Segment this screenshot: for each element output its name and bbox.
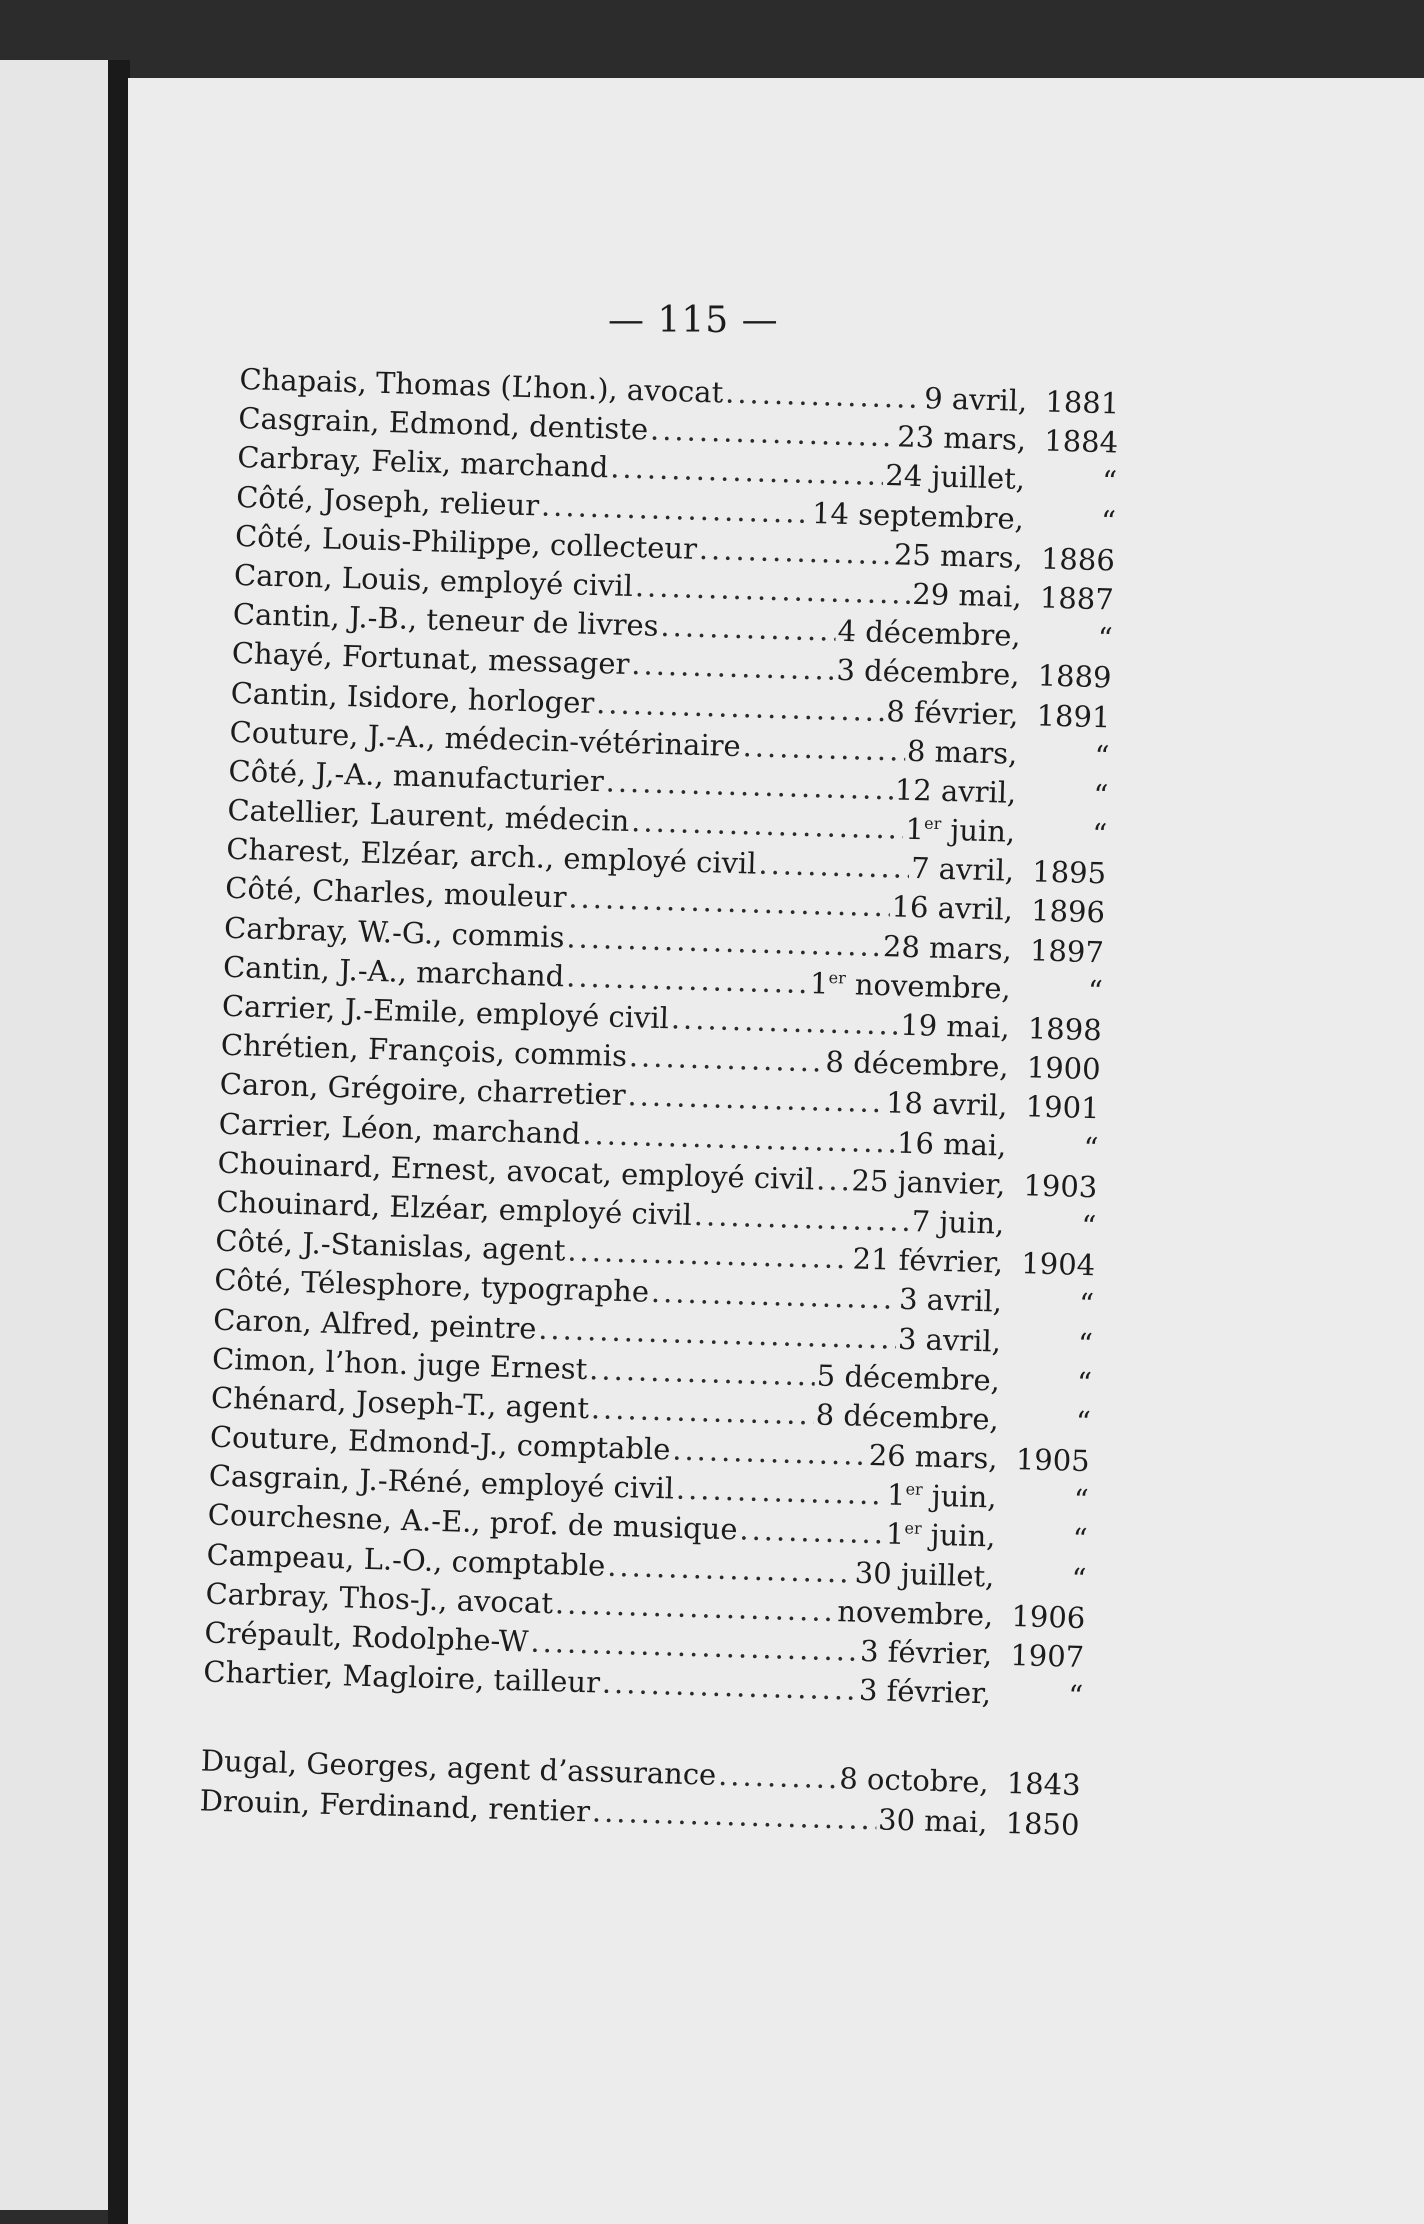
entry-date: 3 décembre,	[836, 653, 1021, 693]
entry-name: Courchesne, A.-E., prof. de musique	[207, 1497, 738, 1547]
entry-name: Carrier, Léon, marchand	[218, 1106, 581, 1151]
entry-year: 1884	[1043, 423, 1119, 460]
entry-name: Carbray, W.-G., commis	[223, 910, 565, 954]
membership-list	[199, 362, 1119, 1847]
entry-date: 7 avril,	[910, 851, 1015, 889]
dot-leader	[742, 729, 905, 768]
entry-year: 1906	[1011, 1598, 1086, 1635]
entry-date: 18 avril,	[885, 1085, 1008, 1124]
entry-year: “	[1076, 1365, 1093, 1400]
entry-name: Cantin, Isidore, horloger	[230, 675, 595, 720]
entry-date: 1er juin,	[905, 811, 1016, 849]
dot-leader	[541, 488, 811, 530]
entry-year: “	[1101, 464, 1118, 499]
entry-date: 5 décembre,	[816, 1358, 1001, 1398]
entry-year: “	[1075, 1404, 1092, 1440]
entry-date: 8 mars,	[906, 733, 1018, 771]
entry-name: Caron, Louis, employé civil	[233, 557, 634, 603]
entry-name: Crépault, Rodolphe-W	[204, 1615, 530, 1659]
dot-leader	[651, 1275, 898, 1316]
entry-name: Côté, Louis-Philippe, collecteur	[234, 518, 698, 566]
entry-year: 1895	[1031, 854, 1107, 891]
entry-date: 9 avril,	[923, 381, 1028, 418]
dot-leader	[635, 569, 911, 611]
entry-date: 8 octobre,	[838, 1761, 990, 1800]
entry-year: “	[1097, 621, 1114, 656]
entry-date: 28 mars,	[882, 928, 1013, 967]
entry-year: 1901	[1025, 1089, 1100, 1126]
entry-year: 1850	[1005, 1805, 1080, 1842]
entry-year: “	[1077, 1326, 1094, 1361]
dot-leader	[676, 1472, 886, 1512]
entry-name: Chouinard, Elzéar, employé civil	[216, 1184, 693, 1232]
entry-year: 1891	[1036, 697, 1111, 734]
dot-leader	[660, 609, 836, 648]
dot-leader	[693, 1198, 910, 1238]
entry-name: Chapais, Thomas (L’hon.), avocat	[239, 362, 724, 410]
dot-leader	[555, 1586, 836, 1628]
book-spine	[108, 60, 130, 2224]
entry-name: Cantin, J.-A., marchand	[222, 949, 565, 994]
entry-year: 1905	[1015, 1442, 1091, 1479]
entry-date: 8 décembre,	[825, 1044, 1010, 1084]
entry-year: 1907	[1009, 1638, 1085, 1675]
entry-date: 8 février,	[885, 693, 1019, 732]
entry-year: “	[1094, 738, 1110, 774]
entry-date: 29 mai,	[911, 576, 1023, 614]
entry-name: Chartier, Magloire, tailleur	[202, 1654, 601, 1700]
entry-name: Cantin, J.-B., teneur de livres	[232, 597, 660, 643]
entry-date: 16 avril,	[891, 889, 1014, 928]
facing-page-edge	[0, 60, 108, 2210]
dot-leader	[631, 804, 904, 846]
entry-year: “	[1073, 1482, 1090, 1518]
dot-leader	[591, 1391, 815, 1431]
entry-name: Carbray, Thos-J., avocat	[205, 1576, 554, 1621]
dot-leader	[605, 764, 893, 806]
entry-year: “	[1067, 1678, 1084, 1714]
entry-name: Caron, Grégoire, charretier	[219, 1067, 627, 1113]
entry-name: Couture, J.-A., médecin-vétérinaire	[229, 714, 742, 763]
entry-date: 23 mars,	[896, 419, 1027, 458]
entry-date: 1er novembre,	[809, 965, 1012, 1006]
entry-date: 12 avril,	[894, 772, 1017, 810]
dot-leader	[758, 847, 910, 885]
dot-leader	[816, 1162, 850, 1197]
entry-date: 30 juillet,	[854, 1555, 995, 1594]
page-number: — 115 —	[608, 300, 779, 341]
entry-name: Côté, Joseph, relieur	[235, 479, 540, 522]
entry-year: “	[1100, 503, 1117, 539]
dot-leader	[607, 1548, 853, 1589]
entry-year: 1896	[1030, 893, 1106, 930]
entry-date: novembre,	[836, 1593, 994, 1633]
entry-year: “	[1080, 1208, 1097, 1244]
entry-year: 1898	[1027, 1011, 1103, 1048]
dot-leader	[567, 1234, 851, 1276]
entry-name: Dugal, Georges, agent d’assurance	[200, 1743, 717, 1793]
entry-date: 7 juin,	[911, 1204, 1005, 1241]
entry-name: Côté, J,-A., manufacturier	[228, 753, 605, 799]
entry-name: Couture, Edmond-J., comptable	[209, 1419, 671, 1467]
entry-date: 21 février,	[852, 1241, 1004, 1280]
dot-leader	[725, 376, 923, 415]
dot-leader	[628, 1039, 824, 1078]
entry-name: Chayé, Fortunat, messager	[231, 636, 630, 682]
dot-leader	[650, 413, 896, 454]
entry-date: 19 mai,	[899, 1007, 1011, 1045]
entry-year: “	[1091, 817, 1108, 852]
entry-date: 24 juillet,	[884, 458, 1026, 497]
dot-leader	[610, 451, 884, 493]
entry-date: 4 décembre,	[837, 613, 1022, 654]
entry-name: Drouin, Ferdinand, rentier	[199, 1783, 591, 1828]
entry-date: 3 février,	[859, 1633, 993, 1672]
dot-leader	[627, 1078, 884, 1119]
entry-name: Carbray, Felix, marchand	[236, 440, 609, 485]
entry-year: “	[1087, 973, 1104, 1009]
entry-name: Côté, J.-Stanislas, agent	[214, 1223, 566, 1268]
dot-leader	[592, 1794, 877, 1836]
dot-leader	[739, 1513, 884, 1551]
entry-year: “	[1078, 1287, 1095, 1322]
entry-name: Côté, Charles, mouleur	[224, 871, 567, 915]
entry-year: “	[1083, 1130, 1099, 1165]
entry-date: 16 mai,	[896, 1125, 1007, 1163]
entry-year: 1897	[1029, 932, 1105, 969]
entry-year: 1904	[1020, 1246, 1096, 1283]
entry-name: Caron, Alfred, peintre	[212, 1302, 537, 1346]
entry-date: 14 septembre,	[811, 495, 1025, 536]
dot-leader	[718, 1758, 838, 1795]
dot-leader	[672, 1433, 867, 1472]
dot-leader	[566, 959, 809, 1000]
entry-year: 1887	[1039, 580, 1115, 617]
entry-year: 1886	[1040, 541, 1116, 578]
entry-year: 1900	[1026, 1050, 1102, 1087]
dot-leader	[602, 1666, 858, 1707]
entry-date: 8 décembre,	[815, 1397, 1000, 1437]
entry-year: “	[1071, 1561, 1087, 1596]
entry-year: 1889	[1037, 658, 1112, 695]
dot-leader	[631, 647, 835, 687]
entry-name: Chénard, Joseph-T., agent	[210, 1380, 590, 1426]
entry-name: Charest, Elzéar, arch., employé civil	[225, 832, 758, 881]
entry-name: Côté, Télesphore, typographe	[213, 1262, 650, 1310]
entry-date: 3 février,	[858, 1672, 992, 1711]
entry-year: “	[1092, 777, 1109, 813]
entry-date: 26 mars,	[868, 1438, 999, 1476]
entry-name: Casgrain, Edmond, dentiste	[237, 401, 649, 447]
entry-name: Catellier, Laurent, médecin	[227, 792, 630, 839]
entry-name: Chrétien, François, commis	[220, 1027, 628, 1074]
entry-date: 1er juin,	[885, 1516, 996, 1554]
entry-date: 25 mars,	[893, 537, 1024, 575]
entry-name: Chouinard, Ernest, avocat, employé civil	[217, 1145, 815, 1197]
entry-year: 1903	[1023, 1167, 1098, 1205]
entry-date: 25 janvier,	[851, 1163, 1006, 1202]
entry-year: “	[1072, 1522, 1088, 1557]
entry-year: 1881	[1044, 384, 1120, 421]
entry-name: Cimon, l’hon. juge Ernest	[211, 1341, 588, 1386]
dot-leader	[699, 532, 893, 571]
entry-date: 3 avril,	[897, 1321, 1002, 1359]
dot-leader	[596, 686, 885, 728]
entry-date: 3 avril,	[898, 1282, 1003, 1319]
entry-name: Casgrain, J.-Réné, employé civil	[208, 1458, 675, 1506]
entry-date: 30 mai,	[877, 1801, 989, 1839]
dot-leader	[671, 1001, 899, 1041]
dot-leader	[589, 1352, 815, 1392]
entry-name: Carrier, J.-Emile, employé civil	[221, 988, 670, 1036]
entry-name: Campeau, L.-O., comptable	[206, 1537, 606, 1583]
entry-year: 1843	[1006, 1766, 1082, 1803]
entry-date: 1er juin,	[886, 1477, 998, 1515]
